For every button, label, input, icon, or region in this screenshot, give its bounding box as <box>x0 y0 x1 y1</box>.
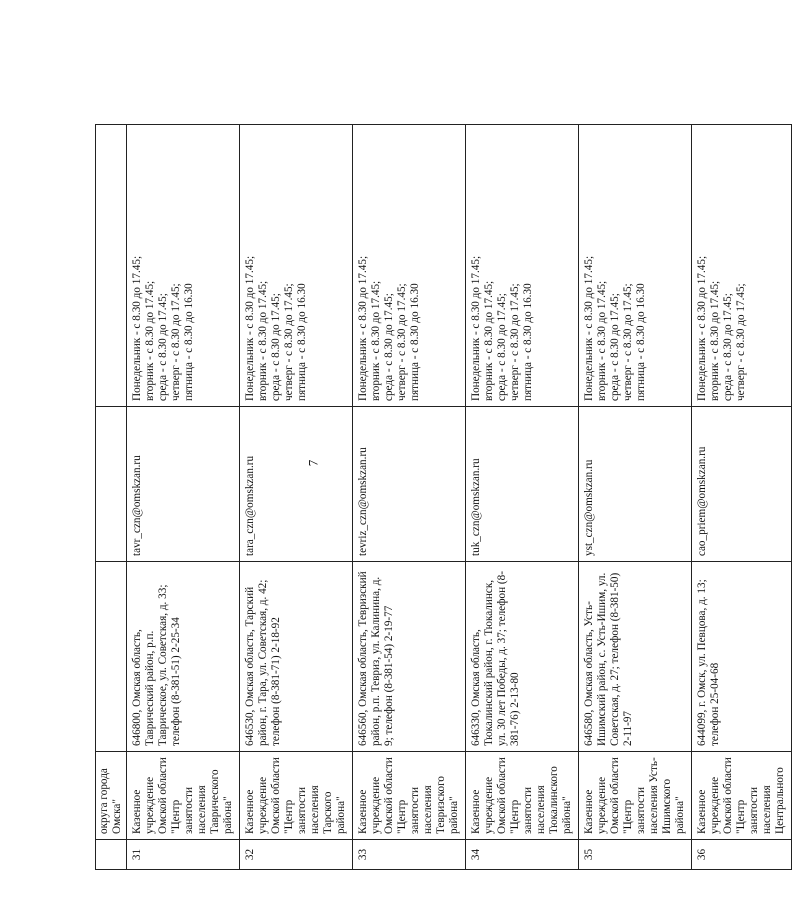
hours-line: среда - с 8.30 до 17.45; <box>609 293 621 401</box>
hours-line: вторник - с 8.30 до 17.45; <box>596 280 608 401</box>
hours-line: Понедельник - с 8.30 до 17.45; <box>696 255 708 401</box>
page-number: 7 <box>305 459 321 467</box>
center-address: 646530, Омская область, Тарский район, г. Тара, ул. Советская, д. 42; телефон (8-381-71) 2-18-92 <box>240 562 353 752</box>
table-row <box>127 125 240 870</box>
hours-line: четверг - с 8.30 до 17.45; <box>735 283 747 401</box>
row-number: 35 <box>579 840 692 870</box>
working-hours <box>692 125 792 407</box>
hours-line: четверг - с 8.30 до 17.45; <box>396 283 408 401</box>
rotated-table-container <box>95 125 786 870</box>
table-row <box>579 125 692 870</box>
center-address: 644099, г. Омск, ул. Певцова, д. 13; телефон 25-04-68 <box>692 562 792 752</box>
continuation-hours-cell <box>96 125 127 407</box>
center-address: 646330, Омская область, Тюкалинский район, г. Тюкалинск, ул. 30 лет Победы, д. 37; телефон (8-381-76) 2-13-80 <box>466 562 579 752</box>
hours-line: Понедельник - с 8.30 до 17.45; <box>357 255 369 401</box>
row-number: 32 <box>240 840 353 870</box>
center-email: tevriz_czn@omskzan.ru <box>353 407 466 562</box>
hours-line: вторник - с 8.30 до 17.45; <box>257 280 269 401</box>
center-email: tavr_czn@omskzan.ru <box>127 407 240 562</box>
center-name: Казенное учреждение Омской области "Центр занятости населения Тарского района" <box>240 752 353 840</box>
hours-line: Понедельник - с 8.30 до 17.45; <box>244 255 256 401</box>
center-name: Казенное учреждение Омской области "Центр занятости населения Тюкалинского района" <box>466 752 579 840</box>
center-email: tara_czn@omskzan.ru <box>240 407 353 562</box>
hours-line: пятница - с 8.30 до 16.30 <box>296 283 308 401</box>
working-hours <box>579 125 692 407</box>
continuation-row <box>96 125 127 870</box>
hours-line: Понедельник - с 8.30 до 17.45; <box>470 255 482 401</box>
row-number: 36 <box>692 840 792 870</box>
hours-line: Понедельник - с 8.30 до 17.45; <box>131 255 143 401</box>
center-address: 646560, Омская область, Тевризский район, р.п. Тевриз, ул. Калинина, д. 9; телефон (8-381-54) 2-19-77 <box>353 562 466 752</box>
table-row <box>353 125 466 870</box>
working-hours <box>353 125 466 407</box>
working-hours <box>240 125 353 407</box>
center-email: cao_priem@omskzan.ru <box>692 407 792 562</box>
row-number: 31 <box>127 840 240 870</box>
hours-line: четверг - с 8.30 до 17.45; <box>622 283 634 401</box>
continuation-num-cell <box>96 840 127 870</box>
hours-line: четверг - с 8.30 до 17.45; <box>170 283 182 401</box>
hours-line: четверг - с 8.30 до 17.45; <box>283 283 295 401</box>
hours-line: пятница - с 8.30 до 16.30 <box>409 283 421 401</box>
working-hours <box>466 125 579 407</box>
center-name: Казенное учреждение Омской области "Центр занятости населения Усть-Ишимского района" <box>579 752 692 840</box>
hours-line: пятница - с 8.30 до 16.30 <box>635 283 647 401</box>
center-name: Казенное учреждение Омской области "Центр занятости населения Тевризского района" <box>353 752 466 840</box>
row-number: 34 <box>466 840 579 870</box>
hours-line: вторник - с 8.30 до 17.45; <box>483 280 495 401</box>
center-name: Казенное учреждение Омской области "Центр занятости населения Таврического района" <box>127 752 240 840</box>
table-row <box>240 125 353 870</box>
hours-line: среда - с 8.30 до 17.45; <box>383 293 395 401</box>
row-number: 33 <box>353 840 466 870</box>
hours-line: среда - с 8.30 до 17.45; <box>270 293 282 401</box>
center-email: tuk_czn@omskzan.ru <box>466 407 579 562</box>
hours-line: среда - с 8.30 до 17.45; <box>722 293 734 401</box>
employment-centers-table <box>95 124 792 870</box>
center-name: Казенное учреждение Омской области "Центр занятости населения Центрального <box>692 752 792 840</box>
hours-line: среда - с 8.30 до 17.45; <box>157 293 169 401</box>
hours-line: вторник - с 8.30 до 17.45; <box>370 280 382 401</box>
table-row <box>466 125 579 870</box>
hours-line: пятница - с 8.30 до 16.30 <box>183 283 195 401</box>
hours-line: вторник - с 8.30 до 17.45; <box>144 280 156 401</box>
hours-line: среда - с 8.30 до 17.45; <box>496 293 508 401</box>
hours-line: четверг - с 8.30 до 17.45; <box>509 283 521 401</box>
center-address: 646580, Омская область, Усть-Ишимский район, с. Усть-Ишим, ул. Советская, д. 27; телефон (8-381-50) 2-11-97 <box>579 562 692 752</box>
center-address: 646800, Омская область, Таврический район, р.п. Таврическое, ул. Советская, д. 33; телефон (8-381-51) 2-25-34 <box>127 562 240 752</box>
working-hours <box>127 125 240 407</box>
continuation-address-cell <box>96 562 127 752</box>
continuation-name-cell: округа города Омска" <box>96 752 127 840</box>
hours-line: пятница - с 8.30 до 16.30 <box>522 283 534 401</box>
hours-line: вторник - с 8.30 до 17.45; <box>709 280 721 401</box>
table-row <box>692 125 792 870</box>
hours-line: Понедельник - с 8.30 до 17.45; <box>583 255 595 401</box>
center-email: yst_czn@omskzan.ru <box>579 407 692 562</box>
continuation-email-cell <box>96 407 127 562</box>
